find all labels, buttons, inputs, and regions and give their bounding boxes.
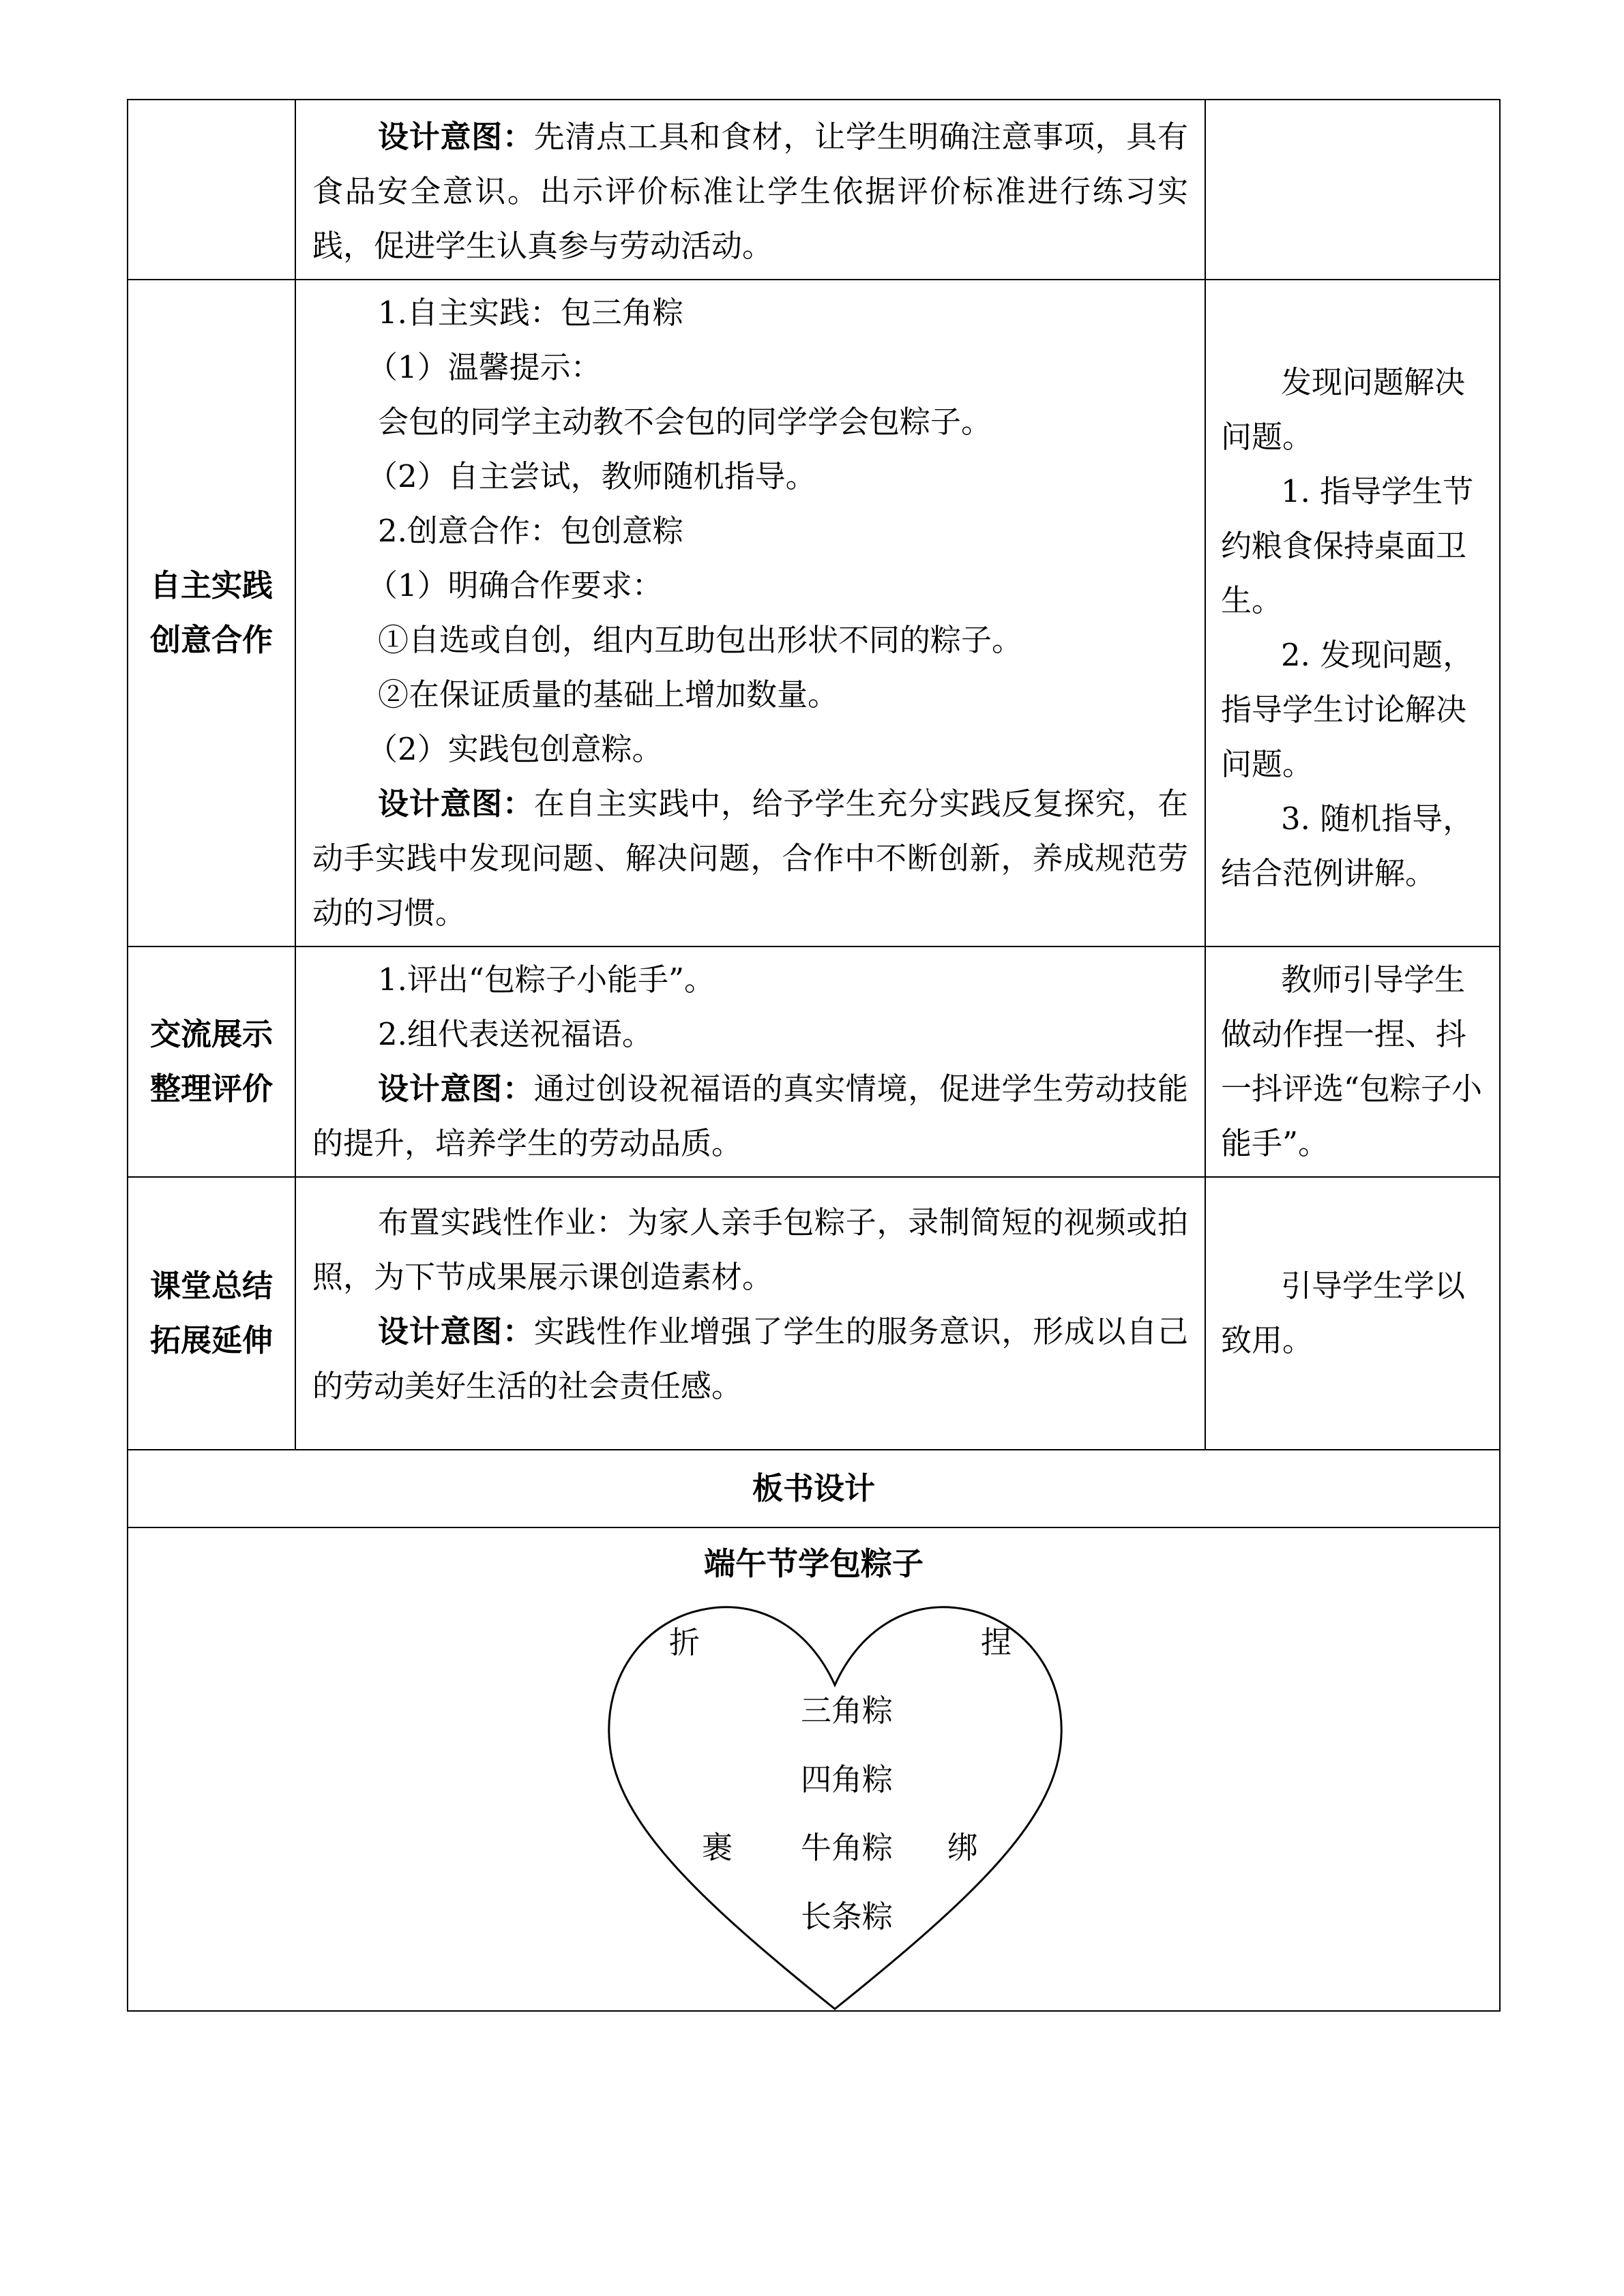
row-label-line: 自主实践 bbox=[149, 567, 273, 603]
row-label-line: 交流展示 bbox=[149, 1016, 273, 1052]
content-line: （2）实践包创意粽。 bbox=[367, 731, 663, 767]
content-line: （2）自主尝试，教师随机指导。 bbox=[367, 458, 816, 494]
note-line: 引导学生学以致用。 bbox=[1221, 1268, 1466, 1358]
row-label-line: 课堂总结 bbox=[149, 1268, 273, 1304]
design-intent-text: 通过创设祝福语的真实情境，促进学生劳动技能的提升，培养学生的劳动品质。 bbox=[312, 1071, 1188, 1161]
board-word-bang: 绑 bbox=[947, 1830, 979, 1866]
content-line: 布置实践性作业：为家人亲手包粽子，录制简短的视频或拍照，为下节成果展示课创造素材。 bbox=[312, 1204, 1188, 1295]
note-line: 发现问题解决问题。 bbox=[1221, 364, 1466, 455]
row-label-line: 拓展延伸 bbox=[149, 1322, 273, 1358]
row-content bbox=[295, 946, 1205, 1177]
design-intent-text: 实践性作业增强了学生的服务意识，形成以自己的劳动美好生活的社会责任感。 bbox=[312, 1313, 1188, 1404]
board-word-zhe: 折 bbox=[669, 1624, 700, 1660]
row-label bbox=[128, 1177, 295, 1450]
design-intent-paragraph bbox=[312, 1304, 1188, 1414]
content-line: 2.组代表送祝福语。 bbox=[378, 1016, 653, 1052]
row-label-line: 创意合作 bbox=[149, 622, 273, 658]
row-content bbox=[295, 280, 1205, 946]
row-label bbox=[128, 280, 295, 946]
note-line: 1. 指导学生节约粮食保持桌面卫生。 bbox=[1221, 473, 1474, 618]
row-content bbox=[295, 100, 1205, 280]
design-intent-paragraph bbox=[312, 777, 1188, 940]
row-note bbox=[1205, 1177, 1500, 1450]
board-word-guo: 裹 bbox=[702, 1830, 733, 1866]
content-line: 2.创意合作：包创意粽 bbox=[378, 513, 683, 549]
content-line: ②在保证质量的基础上增加数量。 bbox=[378, 676, 839, 713]
content-line: 1.自主实践：包三角粽 bbox=[378, 295, 683, 331]
design-intent-label: 设计意图： bbox=[378, 1071, 534, 1107]
board-item: 牛角粽 bbox=[801, 1830, 894, 1866]
design-intent-text: 在自主实践中，给予学生充分实践反复探究，在动手实践中发现问题、解决问题，合作中不断创新，养成规范劳动的习惯。 bbox=[312, 786, 1188, 931]
table-row bbox=[128, 946, 1500, 1177]
board-heading: 板书设计 bbox=[128, 1450, 1500, 1527]
table-row bbox=[128, 1527, 1500, 2011]
design-intent-text: 先清点工具和食材，让学生明确注意事项，具有食品安全意识。出示评价标准让学生依据评价标准进行练习实践，促进学生认真参与劳动活动。 bbox=[312, 119, 1188, 264]
content-line: （1）明确合作要求： bbox=[367, 567, 663, 603]
row-label-empty bbox=[128, 100, 295, 280]
table-row bbox=[128, 1450, 1500, 1527]
content-line: 1.评出“包粽子小能手”。 bbox=[378, 961, 715, 998]
content-line: ①自选或自创，组内互助包出形状不同的粽子。 bbox=[378, 622, 1023, 658]
content-line: 会包的同学主动教不会包的同学学会包粽子。 bbox=[378, 404, 992, 440]
board-item: 四角粽 bbox=[801, 1761, 894, 1798]
board-item: 三角粽 bbox=[801, 1693, 894, 1729]
row-note-empty bbox=[1205, 100, 1500, 280]
table-row bbox=[128, 280, 1500, 946]
note-line: 教师引导学生做动作捏一捏、抖一抖评选“包粽子小能手”。 bbox=[1221, 961, 1483, 1161]
design-intent-paragraph bbox=[312, 110, 1188, 273]
design-intent-label: 设计意图： bbox=[378, 119, 534, 155]
row-label bbox=[128, 946, 295, 1177]
lesson-plan-table bbox=[127, 99, 1501, 2012]
table-row bbox=[128, 100, 1500, 280]
note-line: 2. 发现问题，指导学生讨论解决问题。 bbox=[1221, 637, 1474, 782]
content-line: （1）温馨提示： bbox=[367, 349, 602, 385]
design-intent-label: 设计意图： bbox=[378, 1313, 534, 1350]
board-title: 端午节学包粽子 bbox=[704, 1545, 924, 1582]
design-intent-paragraph bbox=[312, 1062, 1188, 1171]
table-row bbox=[128, 1177, 1500, 1450]
board-design bbox=[128, 1527, 1500, 2011]
row-label-line: 整理评价 bbox=[149, 1071, 273, 1107]
board-item: 长条粽 bbox=[801, 1898, 894, 1935]
row-note bbox=[1205, 280, 1500, 946]
board-word-nie: 捏 bbox=[981, 1624, 1012, 1660]
design-intent-label: 设计意图： bbox=[378, 786, 534, 822]
row-content bbox=[295, 1177, 1205, 1450]
note-line: 3. 随机指导，结合范例讲解。 bbox=[1221, 801, 1474, 891]
row-note bbox=[1205, 946, 1500, 1177]
